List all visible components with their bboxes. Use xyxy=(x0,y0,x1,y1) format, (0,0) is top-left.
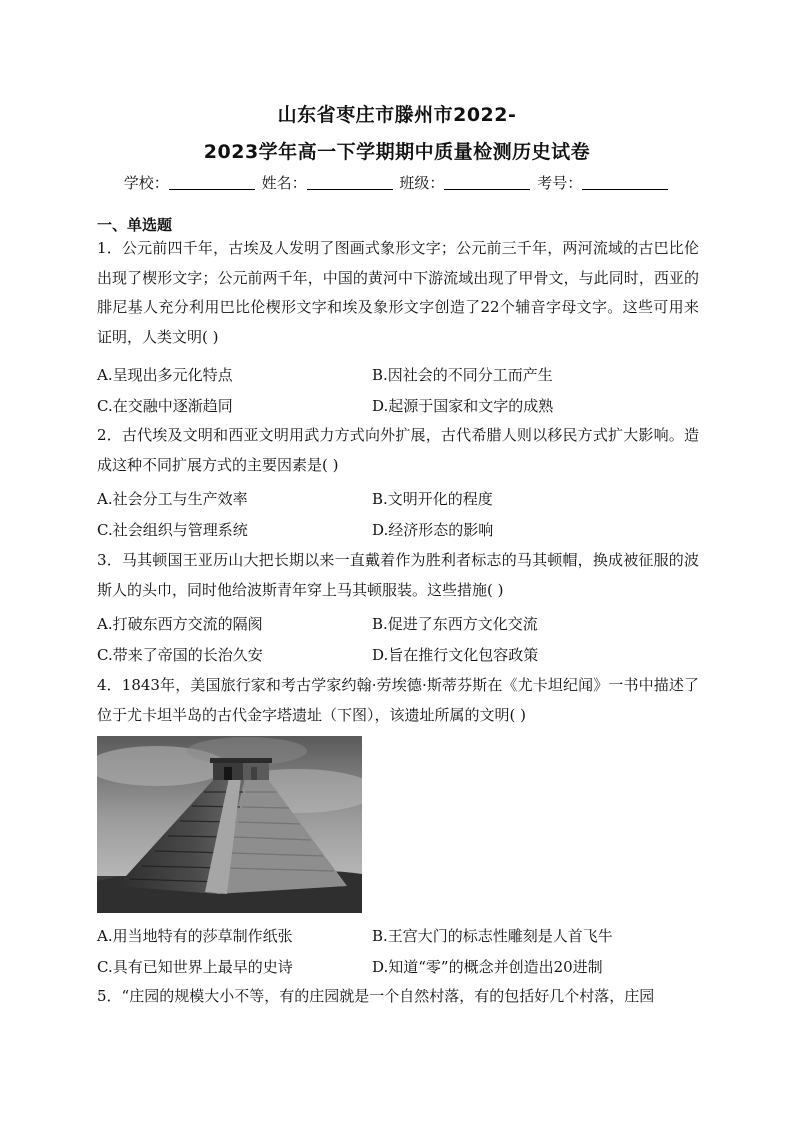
question-2-option-b[interactable]: B.文明开化的程度 xyxy=(372,490,493,508)
name-blank[interactable] xyxy=(307,175,393,190)
question-3-option-c[interactable]: C.带来了帝国的长治久安 xyxy=(97,646,263,664)
school-label: 学校： xyxy=(123,174,169,192)
class-blank[interactable] xyxy=(444,175,530,190)
pyramid-photo xyxy=(97,736,362,913)
question-4-stem: 4．1843年，美国旅行家和考古学家约翰·劳埃德·斯蒂芬斯在《尤卡坦纪闻》一书中描述了位于尤卡坦半岛的古代金字塔遗址（下图），该遗址所属的文明( ) xyxy=(97,676,699,724)
exam-title-line2: 2023学年高一下学期期中质量检测历史试卷 xyxy=(203,141,591,163)
question-4-option-c[interactable]: C.具有已知世界上最早的史诗 xyxy=(97,958,293,976)
exam-number-blank[interactable] xyxy=(582,175,668,190)
school-blank[interactable] xyxy=(169,175,255,190)
pyramid-image xyxy=(97,736,362,913)
name-label: 姓名： xyxy=(261,174,307,192)
question-2-option-a[interactable]: A.社会分工与生产效率 xyxy=(97,490,248,508)
question-5-stem: 5．“庄园的规模大小不等，有的庄园就是一个自然村落，有的包括好几个村落，庄园 xyxy=(97,987,655,1005)
question-1-option-d[interactable]: D.起源于国家和文字的成熟 xyxy=(372,397,554,415)
question-4-option-b[interactable]: B.王宫大门的标志性雕刻是人首飞牛 xyxy=(372,927,613,945)
exam-title-line1: 山东省枣庄市滕州市2022- xyxy=(277,104,517,126)
question-1-option-c[interactable]: C.在交融中逐渐趋同 xyxy=(97,397,233,415)
question-2-option-d[interactable]: D.经济形态的影响 xyxy=(372,521,494,539)
question-1-option-a[interactable]: A.呈现出多元化特点 xyxy=(97,366,233,384)
exam-number-label: 考号： xyxy=(537,174,583,192)
section-heading: 一、单选题 xyxy=(97,216,173,234)
question-4-option-a[interactable]: A.用当地特有的莎草制作纸张 xyxy=(97,927,293,945)
question-4-option-d[interactable]: D.知道“零”的概念并创造出20进制 xyxy=(372,958,603,976)
question-1-stem: 1．公元前四千年，古埃及人发明了图画式象形文字；公元前三千年，两河流域的古巴比伦出现了楔形文字；公元前两千年，中国的黄河中下游流域出现了甲骨文，与此同时，西亚的腓尼基人充分利用巴比伦楔形文字和埃及象形文字创造了22个辅音字母文字。这些可用来证明，人类文明( ) xyxy=(97,239,699,346)
student-info-row xyxy=(0,172,794,193)
question-3-stem: 3．马其顿国王亚历山大把长期以来一直戴着作为胜利者标志的马其顿帽，换成被征服的波斯人的头巾，同时他给波斯青年穿上马其顿服装。这些措施( ) xyxy=(97,551,699,599)
question-2-option-c[interactable]: C.社会组织与管理系统 xyxy=(97,521,248,539)
question-3-option-a[interactable]: A.打破东西方交流的隔阂 xyxy=(97,615,263,633)
question-2-stem: 2．古代埃及文明和西亚文明用武力方式向外扩展，古代希腊人则以移民方式扩大影响。造成这种不同扩展方式的主要因素是( ) xyxy=(97,426,699,474)
question-3-option-d[interactable]: D.旨在推行文化包容政策 xyxy=(372,646,539,664)
question-1-option-b[interactable]: B.因社会的不同分工而产生 xyxy=(372,366,553,384)
question-3-option-b[interactable]: B.促进了东西方文化交流 xyxy=(372,615,538,633)
class-label: 班级： xyxy=(399,174,445,192)
